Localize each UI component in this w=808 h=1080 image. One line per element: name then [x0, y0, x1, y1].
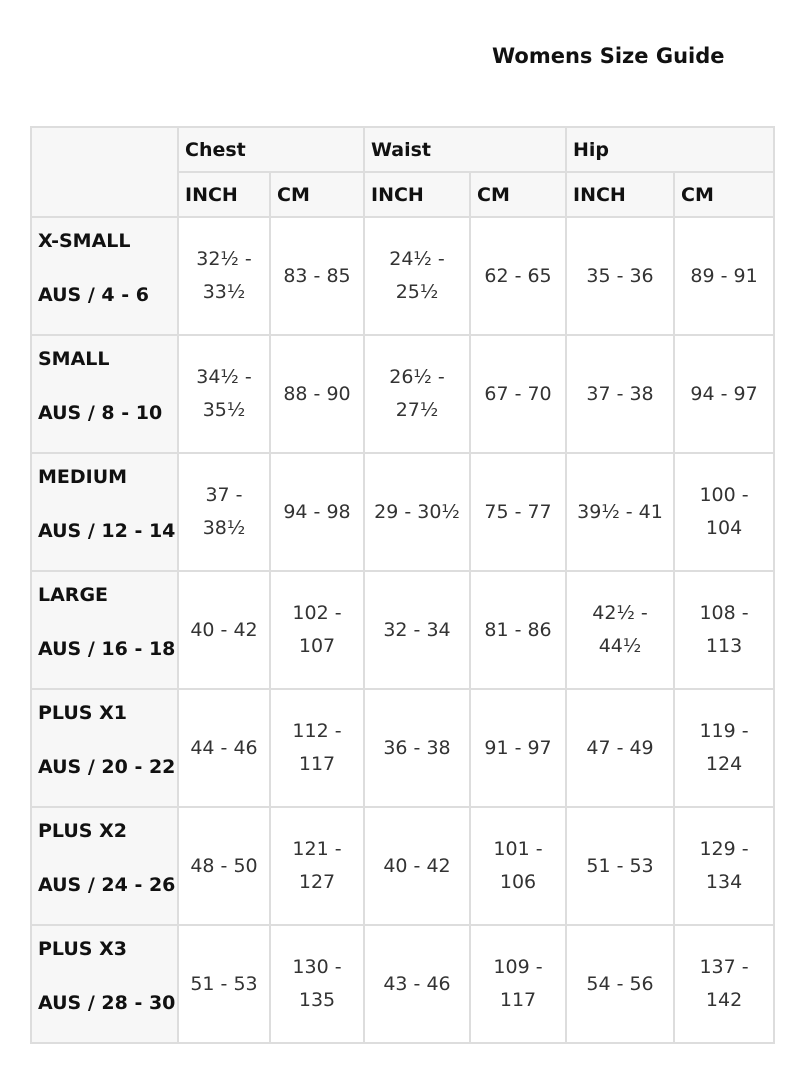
size-table: [30, 126, 775, 1044]
size-name: MEDIUM: [38, 466, 128, 488]
table-row: [31, 335, 774, 453]
value-line: 112 -: [292, 720, 342, 742]
aus-size: AUS / 24 - 26: [38, 874, 176, 896]
size-name: X-SMALL: [38, 230, 131, 252]
hip-inch-cell: [566, 217, 674, 335]
hip-inch-cell: [566, 453, 674, 571]
value-line: 108 -: [699, 602, 749, 624]
value-line: 40 - 42: [190, 618, 258, 641]
value-line: 32 - 34: [383, 618, 451, 641]
value-line: 117: [298, 753, 336, 775]
value-line: 42½ -: [592, 602, 648, 624]
value-line: 47 - 49: [586, 736, 654, 759]
value-line: 94 - 98: [283, 500, 351, 523]
value-line: 54 - 56: [586, 972, 654, 995]
value-line: 26½ -: [389, 366, 445, 388]
size-name: SMALL: [38, 348, 110, 370]
size-label-cell: [31, 925, 178, 1043]
value-line: 119 -: [699, 720, 749, 742]
value-line: 109 -: [493, 956, 543, 978]
chest-cm-cell: [270, 571, 364, 689]
chest-inch-cell: [178, 807, 270, 925]
size-table-body: [31, 217, 774, 1043]
waist-cm-cell: [470, 453, 566, 571]
waist-inch-cell: [364, 453, 470, 571]
size-label-cell: [31, 453, 178, 571]
hip-inch-cell: [566, 925, 674, 1043]
chest-inch-cell: [178, 925, 270, 1043]
value-line: 107: [298, 635, 336, 657]
hip-inch-cell: [566, 807, 674, 925]
corner-cell: [31, 127, 178, 217]
size-label-cell: [31, 689, 178, 807]
aus-size: AUS / 20 - 22: [38, 756, 176, 778]
value-line: 34½ -: [196, 366, 252, 388]
value-line: 124: [705, 753, 743, 775]
waist-cm-cell: [470, 335, 566, 453]
size-label-cell: [31, 335, 178, 453]
waist-cm-cell: [470, 925, 566, 1043]
value-line: 142: [705, 989, 743, 1011]
hip-cm-cell: [674, 571, 774, 689]
value-line: 38½: [202, 517, 246, 539]
header-waist-inch: INCH: [364, 172, 470, 217]
waist-inch-cell: [364, 571, 470, 689]
hip-cm-cell: [674, 689, 774, 807]
chest-inch-cell: [178, 571, 270, 689]
size-name: PLUS X3: [38, 938, 127, 960]
table-row: [31, 571, 774, 689]
waist-inch-cell: [364, 217, 470, 335]
value-line: 44 - 46: [190, 736, 258, 759]
value-line: 83 - 85: [283, 264, 351, 287]
size-name: PLUS X1: [38, 702, 127, 724]
group-header-row: [31, 127, 774, 172]
table-row: [31, 217, 774, 335]
waist-cm-cell: [470, 689, 566, 807]
value-line: 44½: [598, 635, 642, 657]
value-line: 127: [298, 871, 336, 893]
value-line: 117: [499, 989, 537, 1011]
header-waist: Waist: [364, 127, 566, 172]
value-line: 106: [499, 871, 537, 893]
value-line: 35½: [202, 399, 246, 421]
value-line: 29 - 30½: [374, 500, 460, 523]
header-hip: Hip: [566, 127, 774, 172]
value-line: 67 - 70: [484, 382, 552, 405]
waist-inch-cell: [364, 925, 470, 1043]
value-line: 81 - 86: [484, 618, 552, 641]
size-name: PLUS X2: [38, 820, 127, 842]
value-line: 102 -: [292, 602, 342, 624]
waist-cm-cell: [470, 807, 566, 925]
value-line: 32½ -: [196, 248, 252, 270]
value-line: 51 - 53: [190, 972, 258, 995]
hip-cm-cell: [674, 453, 774, 571]
waist-cm-cell: [470, 571, 566, 689]
table-row: [31, 925, 774, 1043]
aus-size: AUS / 28 - 30: [38, 992, 176, 1014]
chest-inch-cell: [178, 217, 270, 335]
value-line: 36 - 38: [383, 736, 451, 759]
value-line: 25½: [395, 281, 439, 303]
value-line: 88 - 90: [283, 382, 351, 405]
value-line: 134: [705, 871, 743, 893]
aus-size: AUS / 4 - 6: [38, 284, 149, 306]
chest-cm-cell: [270, 807, 364, 925]
chest-cm-cell: [270, 925, 364, 1043]
header-waist-cm: CM: [470, 172, 566, 217]
value-line: 33½: [202, 281, 246, 303]
value-line: 130 -: [292, 956, 342, 978]
chest-cm-cell: [270, 217, 364, 335]
value-line: 121 -: [292, 838, 342, 860]
table-row: [31, 807, 774, 925]
hip-inch-cell: [566, 571, 674, 689]
value-line: 104: [705, 517, 743, 539]
value-line: 62 - 65: [484, 264, 552, 287]
value-line: 135: [298, 989, 336, 1011]
hip-cm-cell: [674, 925, 774, 1043]
waist-cm-cell: [470, 217, 566, 335]
value-line: 101 -: [493, 838, 543, 860]
chest-inch-cell: [178, 335, 270, 453]
size-name: LARGE: [38, 584, 109, 606]
page-title: Womens Size Guide: [492, 44, 725, 68]
value-line: 94 - 97: [690, 382, 758, 405]
aus-size: AUS / 16 - 18: [38, 638, 176, 660]
value-line: 113: [705, 635, 743, 657]
value-line: 91 - 97: [484, 736, 552, 759]
value-line: 37 - 38: [586, 382, 654, 405]
value-line: 89 - 91: [690, 264, 758, 287]
size-label-cell: [31, 571, 178, 689]
aus-size: AUS / 12 - 14: [38, 520, 176, 542]
chest-cm-cell: [270, 335, 364, 453]
hip-cm-cell: [674, 217, 774, 335]
value-line: 40 - 42: [383, 854, 451, 877]
value-line: 75 - 77: [484, 500, 552, 523]
value-line: 39½ - 41: [577, 500, 663, 523]
table-row: [31, 689, 774, 807]
header-chest-inch: INCH: [178, 172, 270, 217]
waist-inch-cell: [364, 335, 470, 453]
value-line: 43 - 46: [383, 972, 451, 995]
waist-inch-cell: [364, 689, 470, 807]
hip-cm-cell: [674, 807, 774, 925]
waist-inch-cell: [364, 807, 470, 925]
size-label-cell: [31, 807, 178, 925]
header-chest: Chest: [178, 127, 364, 172]
chest-cm-cell: [270, 453, 364, 571]
hip-cm-cell: [674, 335, 774, 453]
chest-inch-cell: [178, 689, 270, 807]
header-chest-cm: CM: [270, 172, 364, 217]
hip-inch-cell: [566, 689, 674, 807]
value-line: 24½ -: [389, 248, 445, 270]
chest-cm-cell: [270, 689, 364, 807]
size-label-cell: [31, 217, 178, 335]
value-line: 100 -: [699, 484, 749, 506]
header-hip-cm: CM: [674, 172, 774, 217]
value-line: 137 -: [699, 956, 749, 978]
chest-inch-cell: [178, 453, 270, 571]
value-line: 37 -: [205, 484, 243, 506]
header-hip-inch: INCH: [566, 172, 674, 217]
table-row: [31, 453, 774, 571]
aus-size: AUS / 8 - 10: [38, 402, 163, 424]
value-line: 48 - 50: [190, 854, 258, 877]
value-line: 27½: [395, 399, 439, 421]
hip-inch-cell: [566, 335, 674, 453]
value-line: 51 - 53: [586, 854, 654, 877]
value-line: 35 - 36: [586, 264, 654, 287]
value-line: 129 -: [699, 838, 749, 860]
